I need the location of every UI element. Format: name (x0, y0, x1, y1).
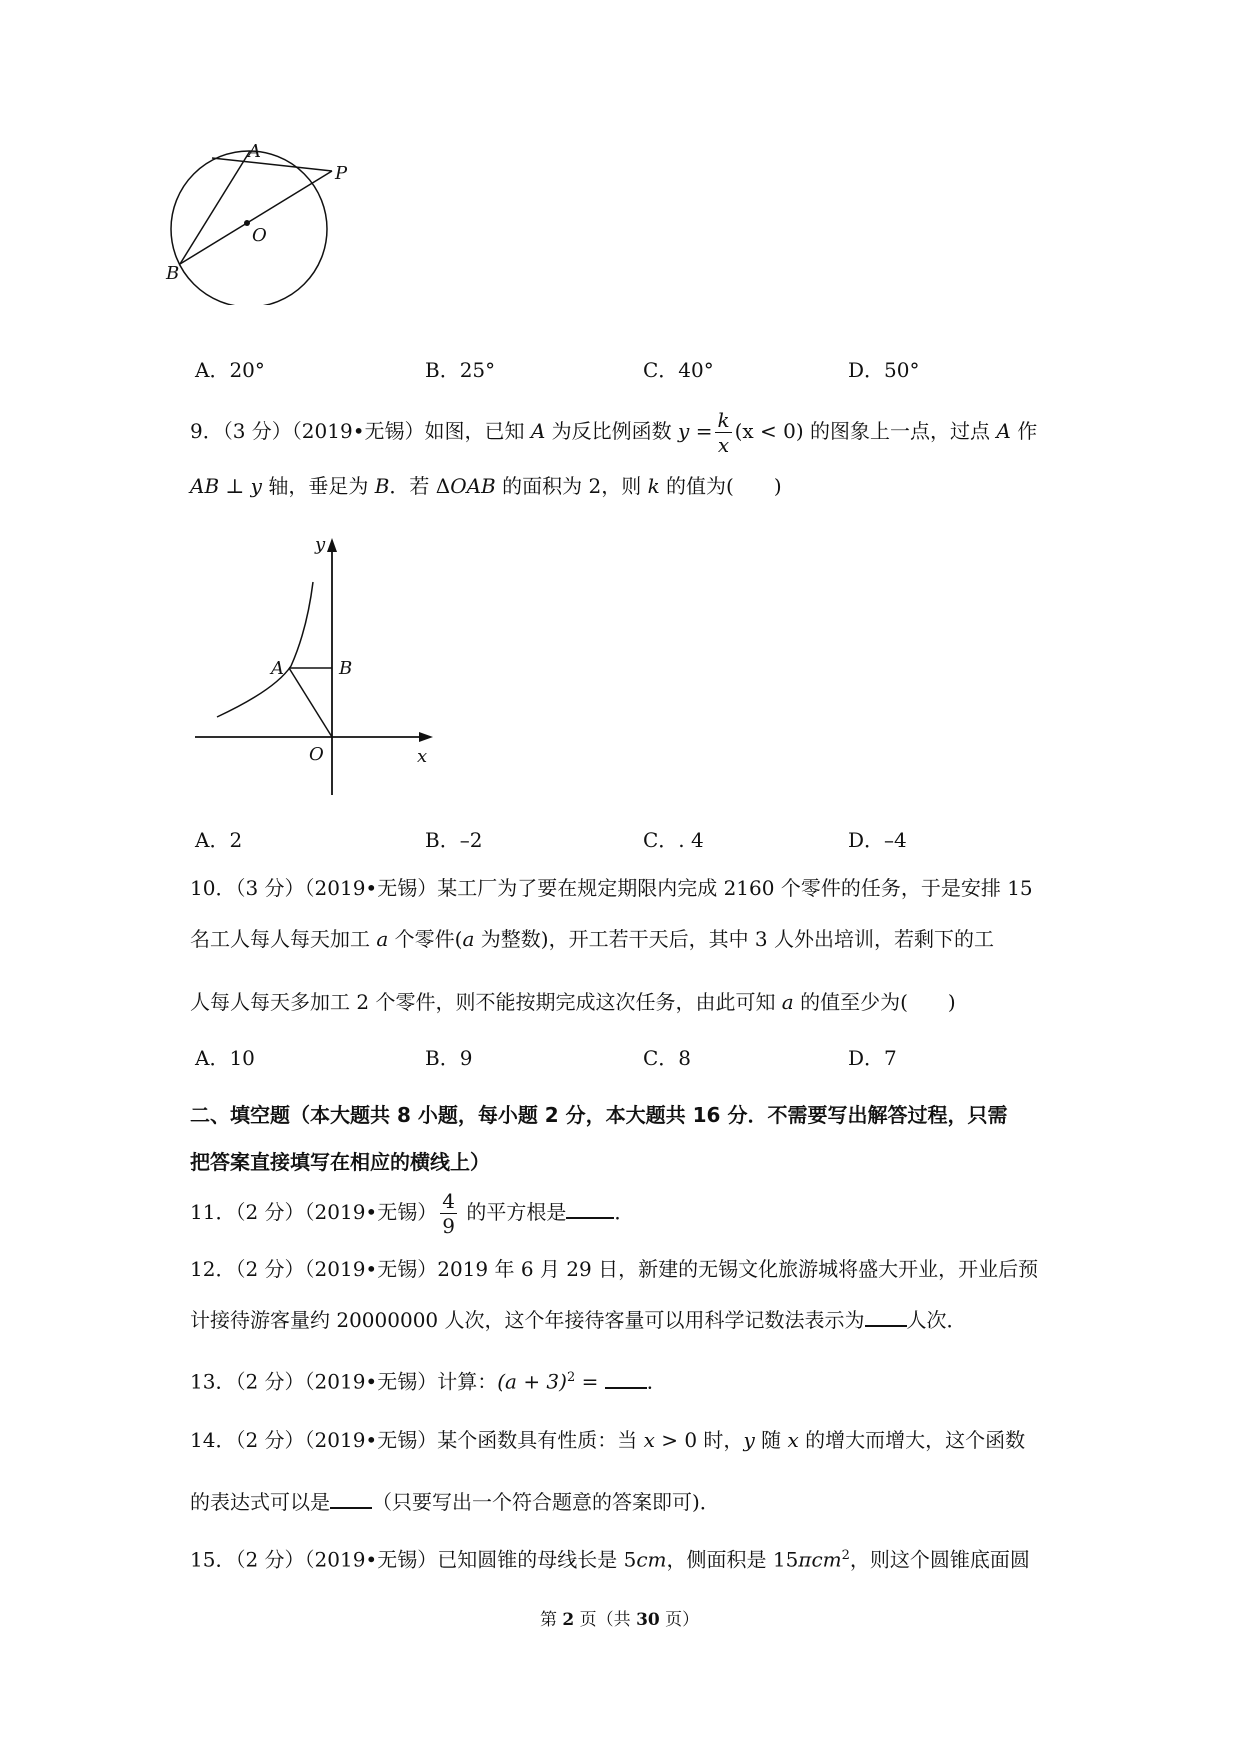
label-y: y (315, 534, 326, 555)
q11-prefix: 11．（2 分）（2019•无锡） (190, 1200, 438, 1224)
footer-c: 页） (659, 1610, 700, 1630)
q9-eq: = (689, 419, 713, 443)
secant-bp (180, 171, 332, 264)
q9-y2: y (250, 474, 262, 498)
q14-line1-c: 随 (754, 1428, 788, 1452)
q11-end: ． (614, 1200, 635, 1224)
q10-line2-a: 名工人每人每天加工 (190, 927, 377, 951)
q15-line-1 (190, 1542, 1030, 1574)
footer-a: 第 (540, 1610, 563, 1630)
q10-option-b: B．9 (425, 1046, 473, 1070)
footer-b: 页（共 (574, 1610, 637, 1630)
q13-expr: (a + 3) (497, 1369, 567, 1394)
q9-fraction-num: k (717, 408, 730, 432)
center-dot (244, 220, 250, 226)
q10-line3-b: 的值至少为( ) (793, 990, 956, 1014)
q14-answer-blank[interactable] (330, 1489, 372, 1509)
q11-fraction (440, 1189, 457, 1238)
section2-heading-line-2: 把答案直接填写在相应的横线上） (190, 1150, 490, 1174)
chord-ab (180, 151, 250, 264)
q9-option-a: A．2 (195, 828, 243, 852)
q14-y1: y (743, 1428, 755, 1452)
q9-line-1 (190, 406, 1037, 457)
hyperbola-curve (217, 582, 313, 717)
q8-option-c: C．40° (643, 358, 714, 382)
q14-line1-d: 的增大而增大，这个函数 (798, 1428, 1026, 1452)
q11-answer-blank[interactable] (566, 1199, 614, 1219)
q14-line1-a: 14．（2 分）（2019•无锡）某个函数具有性质：当 (190, 1428, 644, 1452)
q13-eq: = (575, 1369, 605, 1394)
q12-line2-a: 计接待游客量约 20000000 人次，这个年接待客量可以用科学记数法表示为 (190, 1308, 865, 1332)
q9-option-b: B．–2 (425, 828, 483, 852)
q13-answer-blank[interactable] (605, 1369, 647, 1389)
q10-var-a3: a (781, 990, 794, 1014)
q15-exponent: 2 (841, 1548, 850, 1563)
q9-triangle-oab: OAB (450, 474, 496, 498)
q12-line-1: 12．（2 分）（2019•无锡）2019 年 6 月 29 日，新建的无锡文化旅游城将盛大开业，开业后预 (190, 1257, 1039, 1281)
q15-pi: π (798, 1547, 812, 1572)
q13-exponent: 2 (566, 1370, 576, 1385)
footer-total-pages: 30 (636, 1610, 660, 1630)
x-axis-arrow (419, 732, 433, 742)
q10-line2-c: 为整数)，开工若干天后，其中 3 人外出培训，若剩下的工 (474, 927, 995, 951)
q10-var-a1: a (376, 927, 389, 951)
q9-tail: 作 (1010, 419, 1038, 443)
q13 (190, 1364, 667, 1396)
q14-line1-b: > 0 时， (654, 1428, 744, 1452)
q15-cm1: cm (636, 1547, 667, 1572)
q10-line-3 (190, 988, 956, 1016)
q10-line3-a: 人每人每天多加工 2 个零件，则不能按期完成这次任务，由此可知 (190, 990, 782, 1014)
y-axis-arrow (327, 538, 337, 552)
q9-fraction (715, 408, 731, 457)
q15-cm2: cm (811, 1547, 842, 1572)
q13-end: ． (646, 1369, 667, 1394)
q10-line2-b: 个零件( (388, 927, 463, 951)
section2-heading-line-1: 二、填空题（本大题共 8 小题，每小题 2 分，本大题共 16 分．不需要写出解答过程，只需 (190, 1103, 1008, 1127)
q15-mid: ，侧面积是 15 (666, 1547, 799, 1572)
q14-x2: x (787, 1428, 799, 1452)
q9-fraction-den: x (717, 433, 730, 457)
label-p: P (335, 163, 348, 184)
q9-line-2 (190, 472, 782, 500)
q14-line2-b: （只要写出一个符合题意的答案即可)． (372, 1490, 720, 1514)
footer-page-number: 2 (562, 1610, 575, 1630)
q9-line2-mid2: ．若 Δ (389, 474, 451, 498)
label-b: B (339, 658, 353, 679)
q8-option-a: A．20° (195, 358, 265, 382)
q9-segment-ab: AB (190, 474, 220, 498)
q9-line2-tail: 的值为( ) (659, 474, 782, 498)
q10-line-2 (190, 925, 994, 953)
q10-option-a: A．10 (195, 1046, 255, 1070)
q8-option-b: B．25° (425, 358, 496, 382)
page-footer (540, 1608, 699, 1632)
label-a: A (248, 141, 261, 162)
q10-option-c: C．8 (643, 1046, 692, 1070)
q11-fraction-num: 4 (442, 1189, 455, 1213)
q9-mid2: 的图象上一点，过点 (803, 419, 997, 443)
q13-prefix: 13．（2 分）（2019•无锡）计算： (190, 1369, 498, 1394)
q9-line2-mid: 轴，垂足为 (261, 474, 375, 498)
q9-option-d: D．–4 (848, 828, 907, 852)
tangent-line-ap (212, 158, 332, 171)
q9-line2-mid3: 的面积为 2，则 (495, 474, 648, 498)
q15-prefix: 15．（2 分）（2019•无锡）已知圆锥的母线长是 5 (190, 1547, 637, 1572)
q14-line-1 (190, 1426, 1025, 1454)
figure-q9-graph (185, 530, 445, 805)
label-o: O (309, 744, 324, 765)
q12-line2-b: 人次． (906, 1308, 967, 1332)
q9-y: y (678, 419, 690, 443)
label-a: A (271, 658, 284, 679)
q8-option-d: D．50° (848, 358, 920, 382)
q14-line2-a: 的表达式可以是 (190, 1490, 330, 1514)
q11 (190, 1186, 634, 1238)
q10-var-a2: a (462, 927, 475, 951)
q9-k2: k (647, 474, 660, 498)
q9-point-a: A (530, 419, 546, 443)
label-o: O (252, 225, 267, 246)
q14-line-2 (190, 1488, 720, 1516)
q9-point-b: B (374, 474, 390, 498)
segment-ao (289, 668, 332, 737)
q10-line-1: 10．（3 分）（2019•无锡）某工厂为了要在规定期限内完成 2160 个零件的任务，于是安排 15 (190, 876, 1033, 900)
q9-perp: ⊥ (219, 474, 251, 498)
q14-x1: x (643, 1428, 655, 1452)
q9-option-c: C．. 4 (643, 828, 704, 852)
q9-condition: (x < 0) (734, 419, 804, 443)
q9-prefix: 9．（3 分）（2019•无锡）如图，已知 (190, 419, 531, 443)
q15-tail: ，则这个圆锥底面圆 (849, 1547, 1030, 1572)
label-x: x (417, 746, 428, 767)
circle-o (171, 151, 327, 305)
q9-mid1: 为反比例函数 (545, 419, 679, 443)
q9-point-a2: A (996, 419, 1011, 443)
label-b: B (166, 263, 180, 284)
q11-fraction-den: 9 (442, 1214, 455, 1238)
q11-suffix: 的平方根是 (459, 1200, 567, 1224)
q12-answer-blank[interactable] (865, 1307, 907, 1327)
q10-option-d: D．7 (848, 1046, 897, 1070)
q12-line-2 (190, 1306, 967, 1334)
figure-q8-circle (160, 135, 380, 305)
